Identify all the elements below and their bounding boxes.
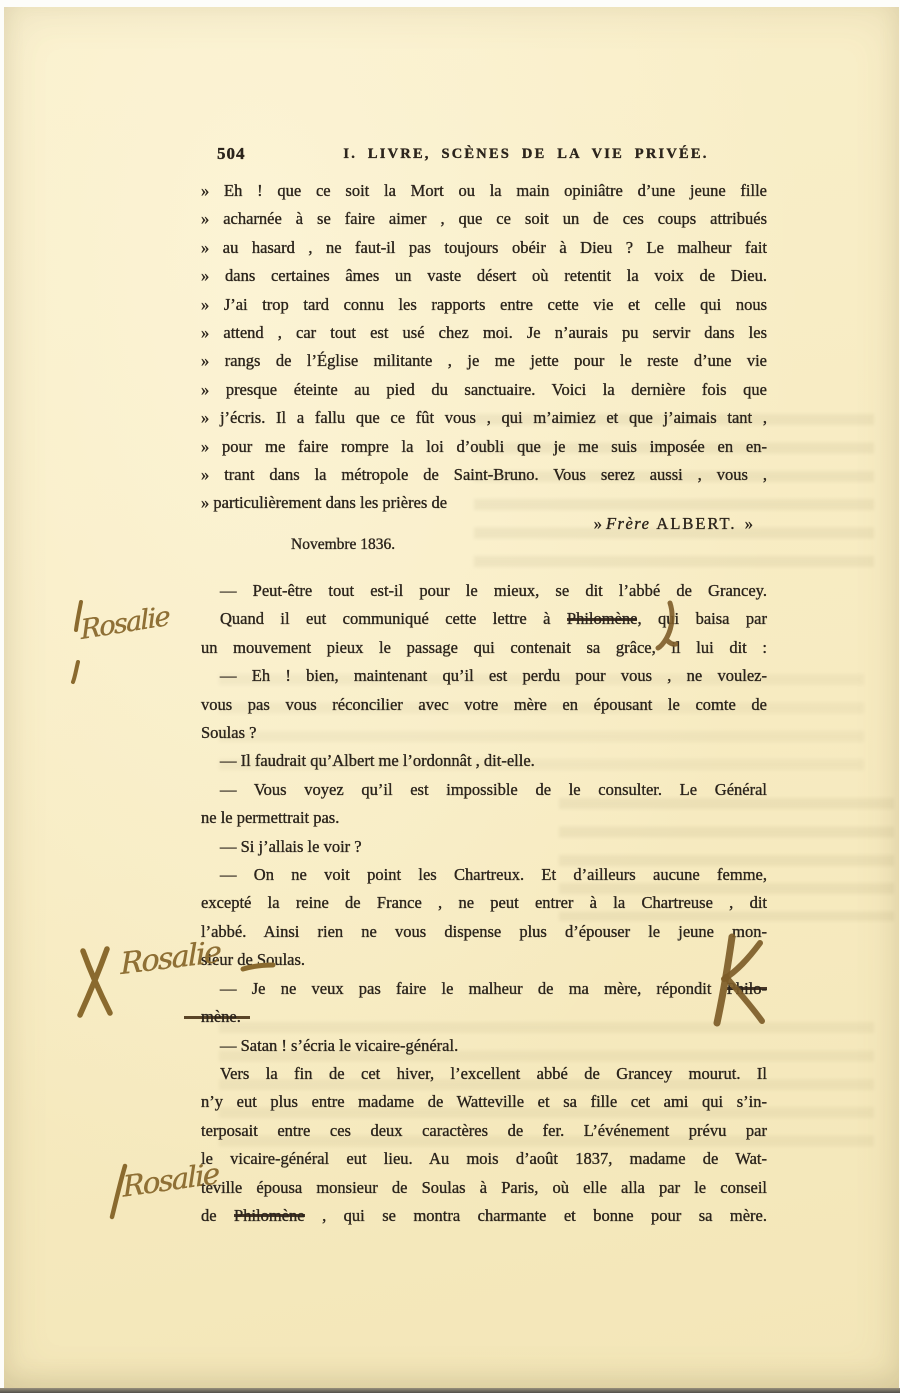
text-segment: — Je ne veux pas faire le malheur de ma mère, répondit [220,978,727,998]
page-header [201,144,767,166]
text-segment: , qui se montra charmante et bonne pour sa mère. [304,1205,768,1225]
text-segment: — Satan ! s’écria le vicaire-général. [220,1035,459,1055]
page-number: 504 [217,144,246,163]
text-segment: n’y eut plus entre madame de Watteville et sa fille cet ami qui s’in- [201,1092,767,1112]
struck-word: mène. [184,1007,250,1026]
text-line [201,234,767,262]
text-line [201,833,767,861]
text-segment: » presque éteinte au pied du sanctuaire. Voici la dernière fois que [201,379,767,399]
text-line [201,889,767,917]
text-line [201,433,767,461]
text-segment: » dans certaines âmes un vaste désert où retentit la voix de Dieu. [201,266,767,286]
text-line [201,577,767,605]
apostrophe-pen-mark-icon [72,599,86,633]
text-segment: ne le permettrait pas. [201,808,340,828]
signature-albert: ALBERT. [656,514,737,533]
text-line [201,205,767,233]
text-line [201,1202,767,1230]
text-segment: » j’écris. Il a fallu que ce fût vous , qui m’aimiez et que j’aimais tant , [201,408,767,428]
text-line [201,946,767,974]
scan-edge [0,1388,900,1393]
text-segment: de [201,1205,235,1225]
text-segment: » pour me faire rompre la loi d’oubli que je me suis imposée en en- [201,436,767,456]
struck-word: Philomène [234,1205,305,1225]
text-line [201,1088,767,1116]
text-segment: , qui baisa par [637,609,767,629]
text-segment: vous pas vous réconcilier avec votre mère en épousant le comte de [201,694,767,714]
text-line [201,1032,767,1060]
text-segment: teville épousa monsieur de Soulas à Paris, où elle alla par le conseil [201,1177,767,1197]
text-line [201,1117,767,1145]
text-line [201,662,767,690]
struck-word: Philo- [726,978,767,998]
text-line [201,1174,767,1202]
text-segment: » acharnée à se faire aimer , que ce soit un de ces coups attribués [201,209,767,229]
signature-close-quote: » [744,514,753,533]
text-line [201,1003,767,1031]
text-line [201,262,767,290]
text-segment: Vers la fin de cet hiver, l’excellent abbé de Grancey mourut. Il [220,1063,767,1083]
text-line [201,177,767,205]
handwritten-rosalie-annotation: Rosalie [79,600,170,647]
signature-frere: Frère [605,514,651,533]
text-line [201,861,767,889]
text-line [201,605,767,633]
text-line [201,719,767,747]
text-segment: — Eh ! bien, maintenant qu’il est perdu pour vous , ne voulez- [220,666,767,686]
letter-block [201,177,767,518]
text-segment: — Peut-être tout est-il pour le mieux, se dit l’abbé de Grancey. [220,581,767,600]
text-line [201,1145,767,1173]
text-segment: l’abbé. Ainsi rien ne vous dispense plus d’épouser le jeune mon- [201,921,767,941]
text-segment: Quand il eut communiqué cette lettre à [220,609,567,629]
text-segment: » particulièrement dans les prières de [201,493,448,513]
x-pen-mark-icon [74,945,116,1021]
comma-pen-mark-icon [70,659,82,685]
text-segment: terposait entre ces deux caractères de fer. L’événement prévu par [201,1120,767,1140]
text-segment: Soulas ? [201,723,257,743]
letter-signature [201,510,767,538]
text-line [201,776,767,804]
text-segment: — Vous voyez qu’il est impossible de le consulter. Le Général [220,779,767,799]
text-segment: — Il faudrait qu’Albert me l’ordonnât , dit-elle. [220,751,535,771]
text-segment: » J’ai trop tard connu les rapports entre cette vie et celle qui nous [201,294,767,314]
text-line [201,376,767,404]
text-segment: excepté la reine de France , ne peut entrer à la Chartreuse , dit [201,893,767,913]
text-line [201,975,767,1003]
body-text-block [201,577,767,1230]
text-line [201,747,767,775]
text-segment: — On ne voit point les Chartreux. Et d’ailleurs aucune femme, [220,865,767,885]
text-line [201,404,767,432]
text-line [201,691,767,719]
text-line [201,634,767,662]
text-line [201,918,767,946]
text-line [201,319,767,347]
deletion-flourish-icon [652,599,678,651]
text-segment: un mouvement pieux le passage qui contenait sa grâce, il lui dit : [201,637,767,657]
letter-date: Novembre 1836. [291,536,396,553]
scanned-book-page [4,7,899,1388]
running-title: I. LIVRE, SCÈNES DE LA VIE PRIVÉE. [343,146,709,162]
text-segment: » attend , car tout est usé chez moi. Je n’aurais pu servir dans les [201,323,767,343]
deleatur-k-pen-mark-icon [698,929,772,1029]
text-line [201,1060,767,1088]
text-line [201,347,767,375]
text-segment: sieur de Soulas. [201,950,306,970]
dash-pen-mark-icon [240,961,276,973]
text-segment: — Si j’allais le voir ? [220,836,362,856]
text-segment: » rangs de l’Église militante , je me jette pour le reste d’une vie [201,351,767,371]
slash-pen-mark-icon [108,1163,130,1221]
text-line [201,804,767,832]
struck-word: Philomène [566,609,638,629]
handwritten-rosalie-annotation: Rosalie [121,1156,219,1204]
text-segment: le vicaire-général eut lieu. Au mois d’août 1837, madame de Wat- [201,1149,767,1169]
signature-open-quote: » [593,514,602,533]
handwritten-rosalie-annotation: Rosalie [120,934,221,983]
text-line [201,291,767,319]
text-segment: » trant dans la métropole de Saint-Bruno. Vous serez aussi , vous , [201,465,767,485]
text-line [201,461,767,489]
text-segment: » au hasard , ne faut-il pas toujours obéir à Dieu ? Le malheur fait [201,237,767,257]
text-segment: » Eh ! que ce soit la Mort ou la main opiniâtre d’une jeune fille [201,181,767,200]
